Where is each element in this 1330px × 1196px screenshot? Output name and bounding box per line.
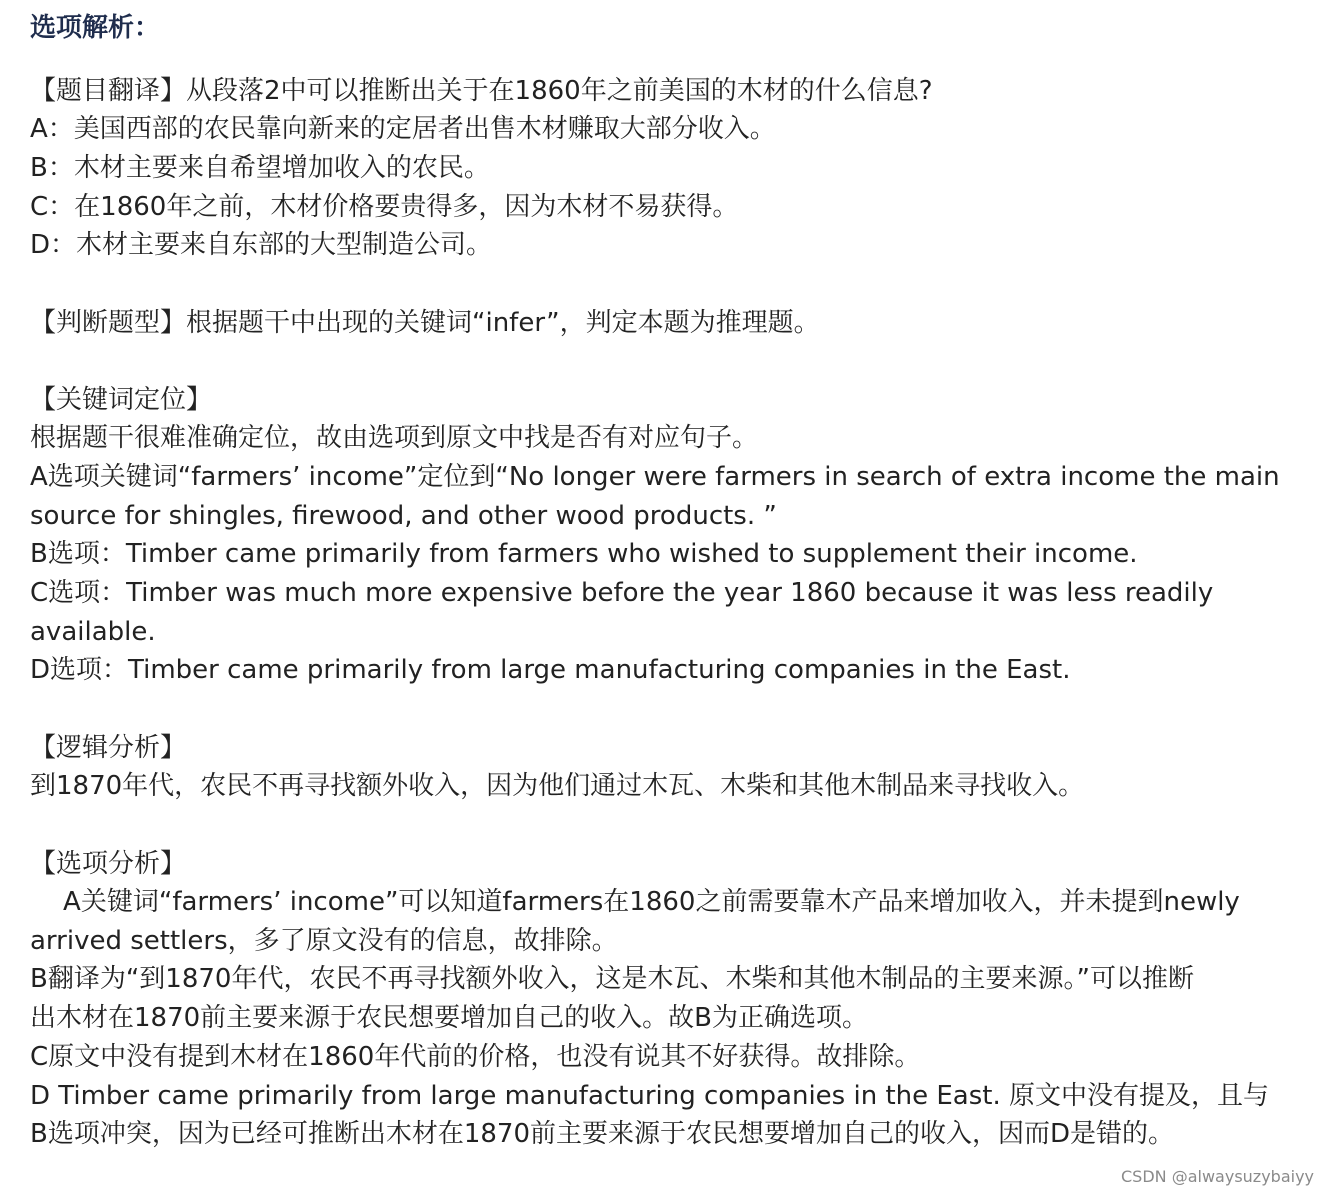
text-line: C原文中没有提到木材在1860年代前的价格，也没有说其不好获得。故排除。 [30,1042,921,1072]
section-heading: 选项解析： [30,13,161,43]
text-line: 【选项分析】 [30,849,187,879]
text-line: D选项：Timber came primarily from large manufacturing companies in the East. [30,655,1071,685]
text-line: arrived settlers，多了原文没有的信息，故排除。 [30,926,618,956]
text-line: 【判断题型】根据题干中出现的关键词“infer”，判定本题为推理题。 [30,308,820,338]
text-line: available. [30,617,156,647]
text-line: 【逻辑分析】 [30,733,187,763]
text-line: 【关键词定位】 [30,385,213,415]
text-line: B选项冲突，因为已经可推断出木材在1870前主要来源于农民想要增加自己的收入，因而D是错的。 [30,1119,1175,1149]
text-line: C选项：Timber was much more expensive before the year 1860 because it was less readily [30,578,1214,608]
text-line: D：木材主要来自东部的大型制造公司。 [30,230,493,260]
text-line: B翻译为“到1870年代，农民不再寻找额外收入，这是木瓦、木柴和其他木制品的主要来源。”可以推断 [30,964,1194,994]
text-line: C：在1860年之前，木材价格要贵得多，因为木材不易获得。 [30,192,739,222]
text-line: source for shingles, firewood, and other wood products. ” [30,501,777,531]
text-line: B：木材主要来自希望增加收入的农民。 [30,153,490,183]
text-line: D Timber came primarily from large manufacturing companies in the East. 原文中没有提及，且与 [30,1081,1270,1111]
watermark: CSDN @alwaysuzybaiyy [1121,1167,1314,1186]
text-line: 根据题干很难准确定位，故由选项到原文中找是否有对应句子。 [30,423,759,453]
text-line: A：美国西部的农民靠向新来的定居者出售木材赚取大部分收入。 [30,114,776,144]
text-line: 到1870年代，农民不再寻找额外收入，因为他们通过木瓦、木柴和其他木制品来寻找收入。 [30,771,1085,801]
text-line: 【题目翻译】从段落2中可以推断出关于在1860年之前美国的木材的什么信息? [30,76,933,106]
text-line: B选项：Timber came primarily from farmers who wished to supplement their income. [30,539,1138,569]
text-line: A关键词“farmers’ income”可以知道farmers在1860之前需要靠木产品来增加收入，并未提到newly [30,887,1240,917]
text-line: 出木材在1870前主要来源于农民想要增加自己的收入。故B为正确选项。 [30,1003,869,1033]
text-line: A选项关键词“farmers’ income”定位到“No longer were farmers in search of extra income the main [30,462,1280,492]
